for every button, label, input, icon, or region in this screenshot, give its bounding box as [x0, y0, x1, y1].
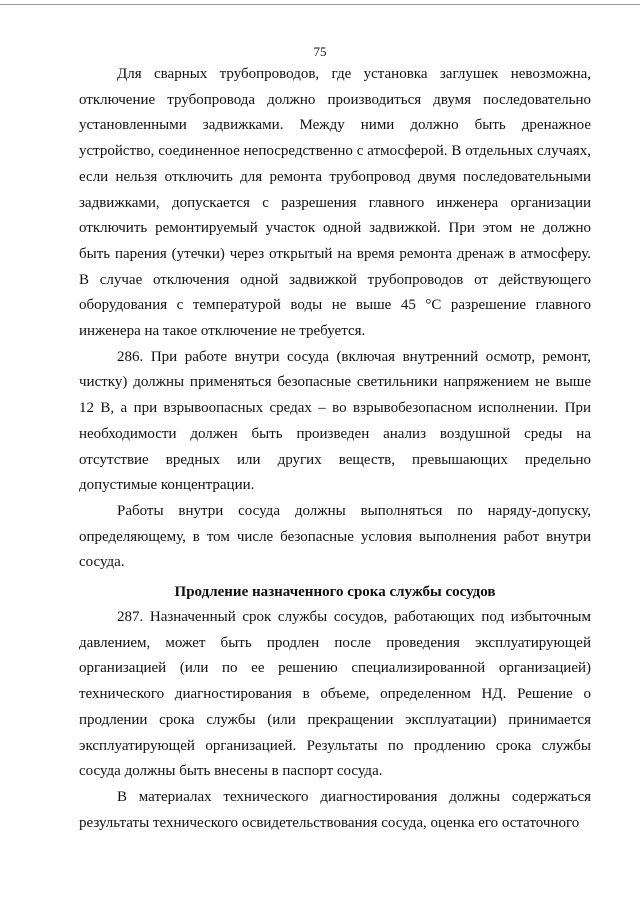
paragraph-diagnostics-materials: В материалах технического диагностирования должны содержаться результаты технического освидетельствования сосуда, оценка его остаточного — [79, 788, 591, 831]
paragraph-drain-valves: Для сварных трубопроводов, где установка заглушек невозможна, отключение трубопровода должно производиться двумя последовательно установленными задвижками. Между ними должно быть дренажное устройство, соединенное непосредственно с атмосферой. В отдельных случаях, если нельзя отключить для ремонта трубопровод двумя последовательными задвижками, допускается с разрешения главного инженера организации отключить ремонтируемый участок одной задвижкой. При этом не должно быть парения (утечки) через открытый на время ремонта дренаж в атмосферу. В случае отключения одной задвижкой трубопроводов от действующего оборудования с температурой воды не выше 45 °С разрешение главного инженера на такое отключение не требуется. — [79, 66, 591, 340]
paragraph-work-permit: Работы внутри сосуда должны выполняться по наряду-допуску, определяющему, в том числе безопасные условия выполнения работ внутри сосуда. — [79, 502, 591, 571]
page-body — [79, 62, 591, 836]
paragraph-287-service-life: 287. Назначенный срок службы сосудов, работающих под избыточным давлением, может быть продлен после проведения эксплуатирующей организацией (или по ее решению специализированной организацией) технического диагностирования в объеме, определенном НД. Решение о продлении срока службы (или прекращении эксплуатации) принимается эксплуатирующей организацией. Результаты по продлению срока службы сосуда должны быть внесены в паспорт сосуда. — [79, 609, 591, 780]
top-edge-rule — [0, 4, 640, 5]
section-heading: Продление назначенного срока службы сосудов — [174, 584, 496, 601]
page-number: 75 — [313, 44, 327, 59]
paragraph-286-work-inside-vessel: 286. При работе внутри сосуда (включая внутренний осмотр, ремонт, чистку) должны применяться безопасные светильники напряжением не выше 12 В, а при взрывоопасных средах – во взрывобезопасном исполнении. При необходимости должен быть произведен анализ воздушной среды на отсутствие вредных или других веществ, превышающих предельно допустимые концентрации. — [79, 348, 591, 494]
